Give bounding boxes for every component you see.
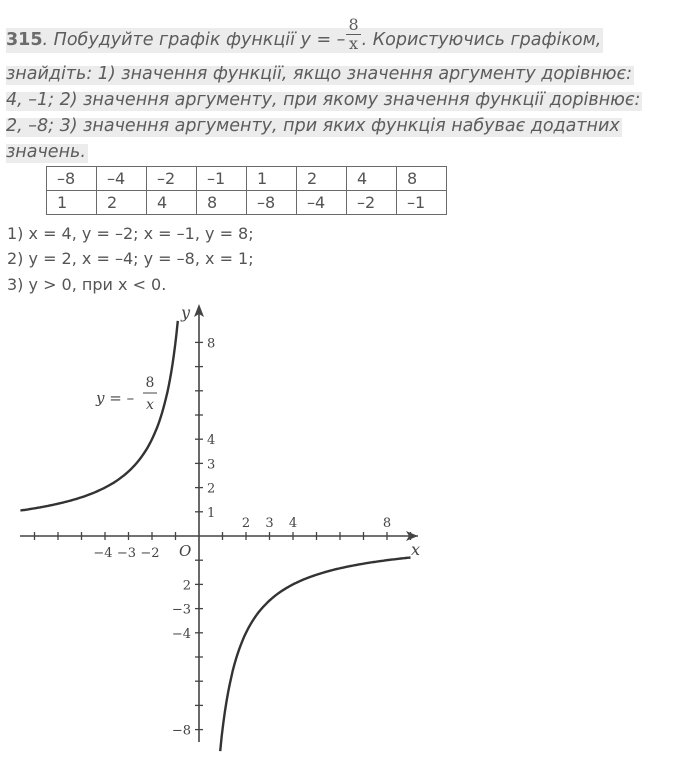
table-cell: 1 — [247, 167, 297, 191]
formula-label-denominator: x — [146, 397, 154, 413]
table-cell: 4 — [347, 167, 397, 191]
x-tick-label: 3 — [265, 516, 274, 531]
table-cell: –2 — [347, 191, 397, 215]
hyperbola-branch-left — [20, 321, 177, 511]
values-table — [46, 166, 447, 215]
y-tick-label: 2 — [207, 481, 216, 497]
table-cell: –1 — [197, 167, 247, 191]
task-fraction-numerator: 8 — [348, 15, 359, 34]
answer-1: 1) x = 4, y = –2; x = –1, y = 8; — [7, 224, 254, 243]
x-axis-label: x — [411, 540, 421, 559]
task-fraction — [346, 16, 360, 52]
table-cell: –8 — [247, 191, 297, 215]
table-row-x — [47, 167, 447, 191]
y-tick-label: 2 — [182, 578, 191, 594]
x-tick-label: −2 — [140, 546, 160, 561]
table-cell: 8 — [397, 167, 447, 191]
axes — [20, 304, 421, 742]
table-cell: –1 — [397, 191, 447, 215]
labels — [93, 303, 420, 739]
task-number: 315 — [6, 30, 43, 51]
x-tick-label: 4 — [288, 516, 298, 531]
table-cell: –4 — [297, 191, 347, 215]
x-tick-label: −3 — [116, 546, 137, 561]
task-line-5: значень. — [6, 142, 86, 162]
table-cell: 2 — [297, 167, 347, 191]
hyperbola-graph — [0, 290, 440, 755]
table-cell: –8 — [47, 167, 97, 191]
x-tick-label: 8 — [382, 516, 392, 531]
task-line-1-end: . Користуючись графіком, — [361, 30, 602, 51]
task-line-1-text: . Побудуйте графік функції y = – — [42, 30, 346, 51]
origin-label: O — [179, 542, 192, 560]
table-cell: 8 — [197, 191, 247, 215]
table-cell: –2 — [147, 167, 197, 191]
x-tick-label: 2 — [241, 516, 251, 531]
y-tick-label: 3 — [207, 457, 216, 473]
y-axis-label: y — [181, 303, 191, 322]
formula-label-lhs: y = – — [96, 389, 135, 407]
task-line-3: 4, –1; 2) значення аргументу, при якому значення функції дорівнює: — [6, 90, 641, 110]
table-cell: 2 — [97, 191, 147, 215]
y-tick-label: −4 — [171, 626, 191, 642]
y-tick-label: 8 — [207, 336, 216, 352]
y-tick-label: −8 — [171, 723, 191, 739]
answer-2: 2) y = 2, x = –4; y = –8, x = 1; — [7, 249, 254, 268]
table-cell: –4 — [97, 167, 147, 191]
y-tick-label: 4 — [207, 433, 216, 449]
x-tick-label: −4 — [93, 546, 113, 561]
table-cell: 4 — [147, 191, 197, 215]
answer-3: 3) y > 0, при x < 0. — [7, 275, 167, 294]
table-row-y — [47, 191, 447, 215]
table-cell: 1 — [47, 191, 97, 215]
task-line-1 — [6, 15, 603, 53]
y-tick-label: 1 — [207, 505, 216, 521]
formula-label-numerator: 8 — [145, 375, 155, 391]
y-tick-label: −3 — [171, 602, 191, 618]
task-line-4: 2, –8; 3) значення аргументу, при яких функція набуває додатних — [6, 116, 620, 136]
hyperbola-branch-right — [220, 558, 410, 752]
task-fraction-denominator: x — [349, 33, 359, 53]
task-line-2: знайдіть: 1) значення функції, якщо значення аргументу дорівнює: — [6, 64, 633, 84]
